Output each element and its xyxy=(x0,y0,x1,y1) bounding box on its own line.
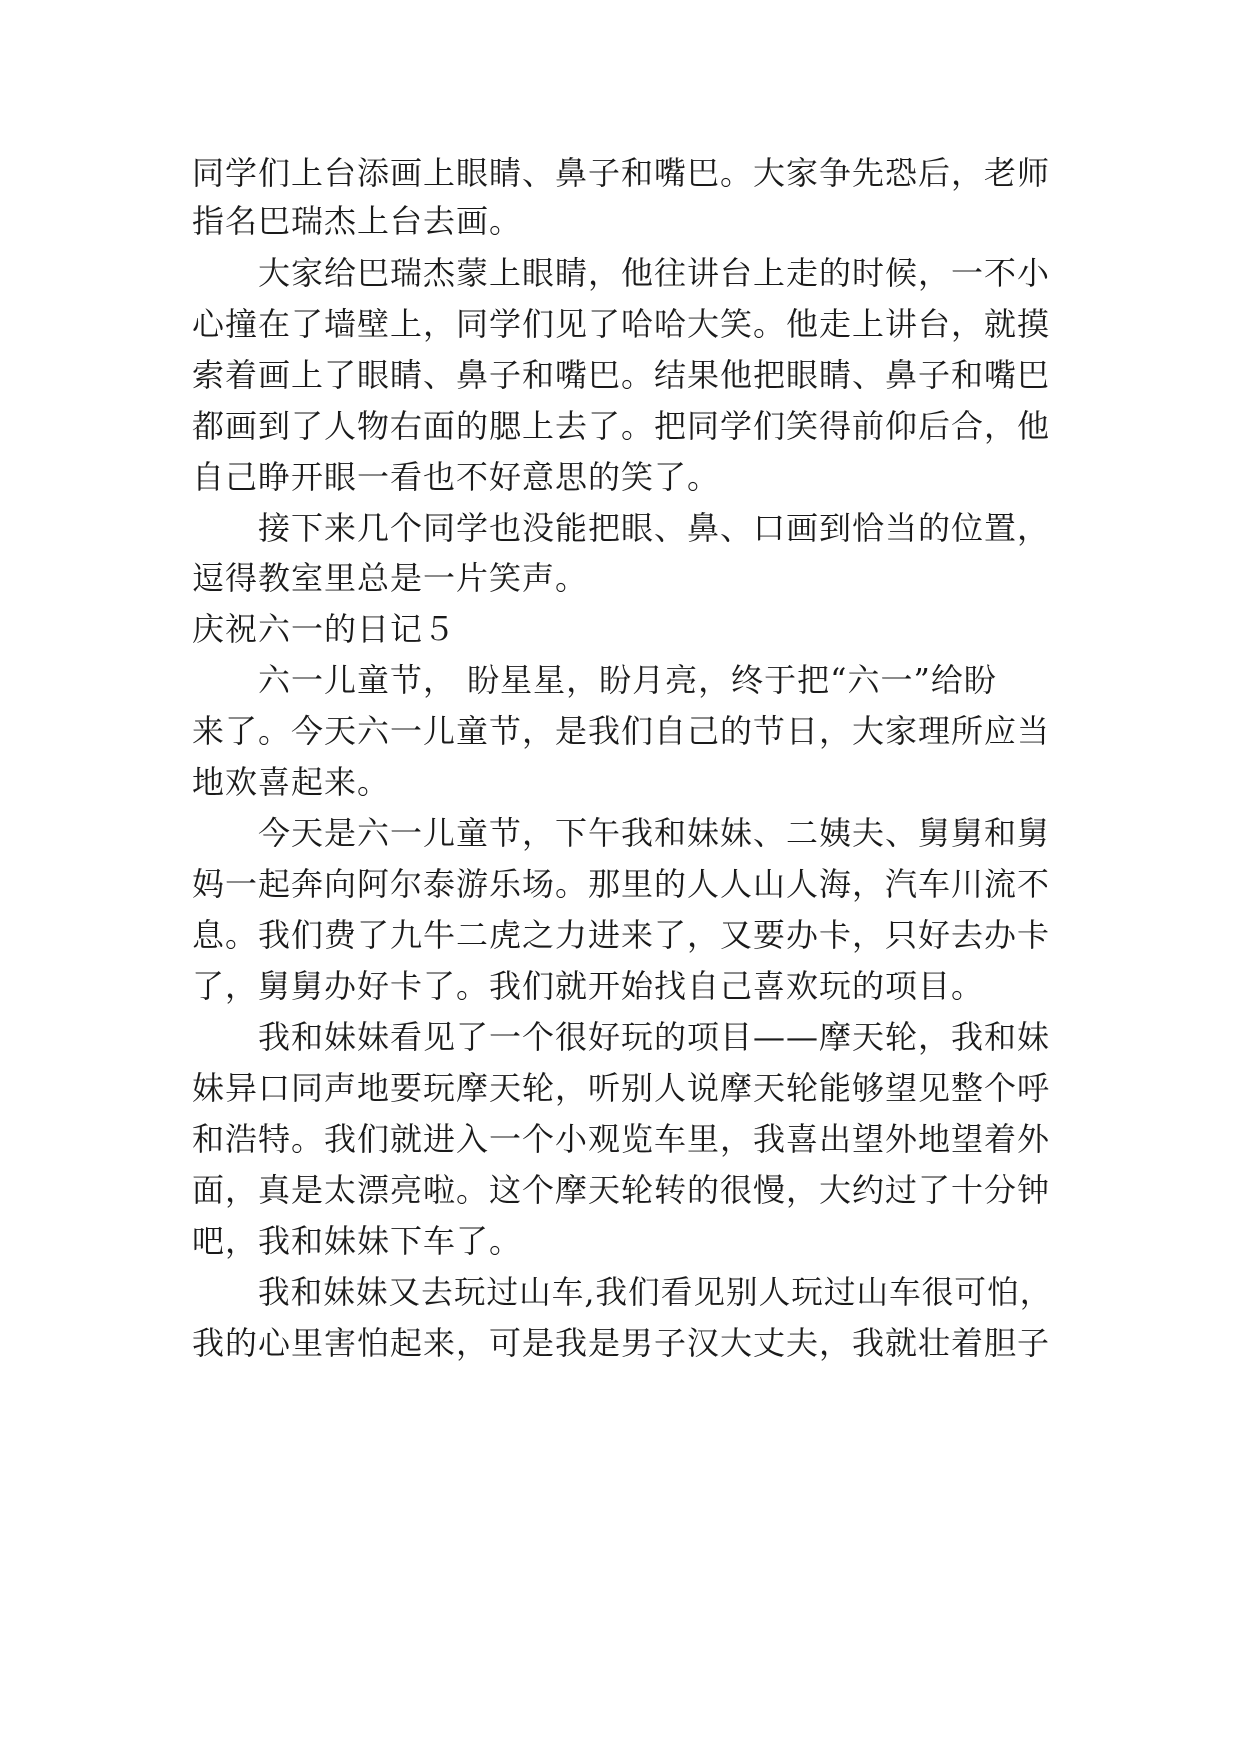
paragraph-first-line: 我和妹妹看见了一个很好玩的项目——摩天轮，我和妹 xyxy=(258,1018,1051,1056)
text-line: 逗得教室里总是一片笑声。 xyxy=(192,559,589,597)
text-line: 妈一起奔向阿尔泰游乐场。那里的人人山人海，汽车川流不 xyxy=(192,865,1051,903)
text-line: 同学们上台添画上眼睛、鼻子和嘴巴。大家争先恐后，老师 xyxy=(192,154,1051,192)
paragraph-first-line: 今天是六一儿童节，下午我和妹妹、二姨夫、舅舅和舅 xyxy=(258,814,1051,852)
section-heading: 庆祝六一的日记５ xyxy=(192,610,457,648)
text-line: 心撞在了墙壁上，同学们见了哈哈大笑。他走上讲台，就摸 xyxy=(192,305,1051,343)
paragraph-first-line: 接下来几个同学也没能把眼、鼻、口画到恰当的位置， xyxy=(258,509,1051,547)
text-line: 自己睁开眼一看也不好意思的笑了。 xyxy=(192,458,721,496)
text-line: 我的心里害怕起来，可是我是男子汉大丈夫，我就壮着胆子 xyxy=(192,1324,1051,1362)
paragraph-first-line: 六一儿童节， 盼星星，盼月亮，终于把“六一”给盼 xyxy=(258,661,997,699)
paragraph-first-line: 大家给巴瑞杰蒙上眼睛，他往讲台上走的时候，一不小 xyxy=(258,254,1051,292)
text-line: 了，舅舅办好卡了。我们就开始找自己喜欢玩的项目。 xyxy=(192,967,985,1005)
text-line: 索着画上了眼睛、鼻子和嘴巴。结果他把眼睛、鼻子和嘴巴 xyxy=(192,356,1051,394)
text-line: 和浩特。我们就进入一个小观览车里，我喜出望外地望着外 xyxy=(192,1120,1051,1158)
text-line: 指名巴瑞杰上台去画。 xyxy=(192,202,523,240)
text-line: 来了。今天六一儿童节，是我们自己的节日，大家理所应当 xyxy=(192,712,1051,750)
text-line: 息。我们费了九牛二虎之力进来了，又要办卡，只好去办卡 xyxy=(192,916,1051,954)
paragraph-first-line: 我和妹妹又去玩过山车,我们看见别人玩过山车很可怕， xyxy=(258,1273,1053,1311)
text-line: 吧，我和妹妹下车了。 xyxy=(192,1222,523,1260)
text-line: 妹异口同声地要玩摩天轮，听别人说摩天轮能够望见整个呼 xyxy=(192,1069,1051,1107)
text-line: 都画到了人物右面的腮上去了。把同学们笑得前仰后合，他 xyxy=(192,407,1051,445)
text-line: 面，真是太漂亮啦。这个摩天轮转的很慢，大约过了十分钟 xyxy=(192,1171,1051,1209)
text-line: 地欢喜起来。 xyxy=(192,763,391,801)
